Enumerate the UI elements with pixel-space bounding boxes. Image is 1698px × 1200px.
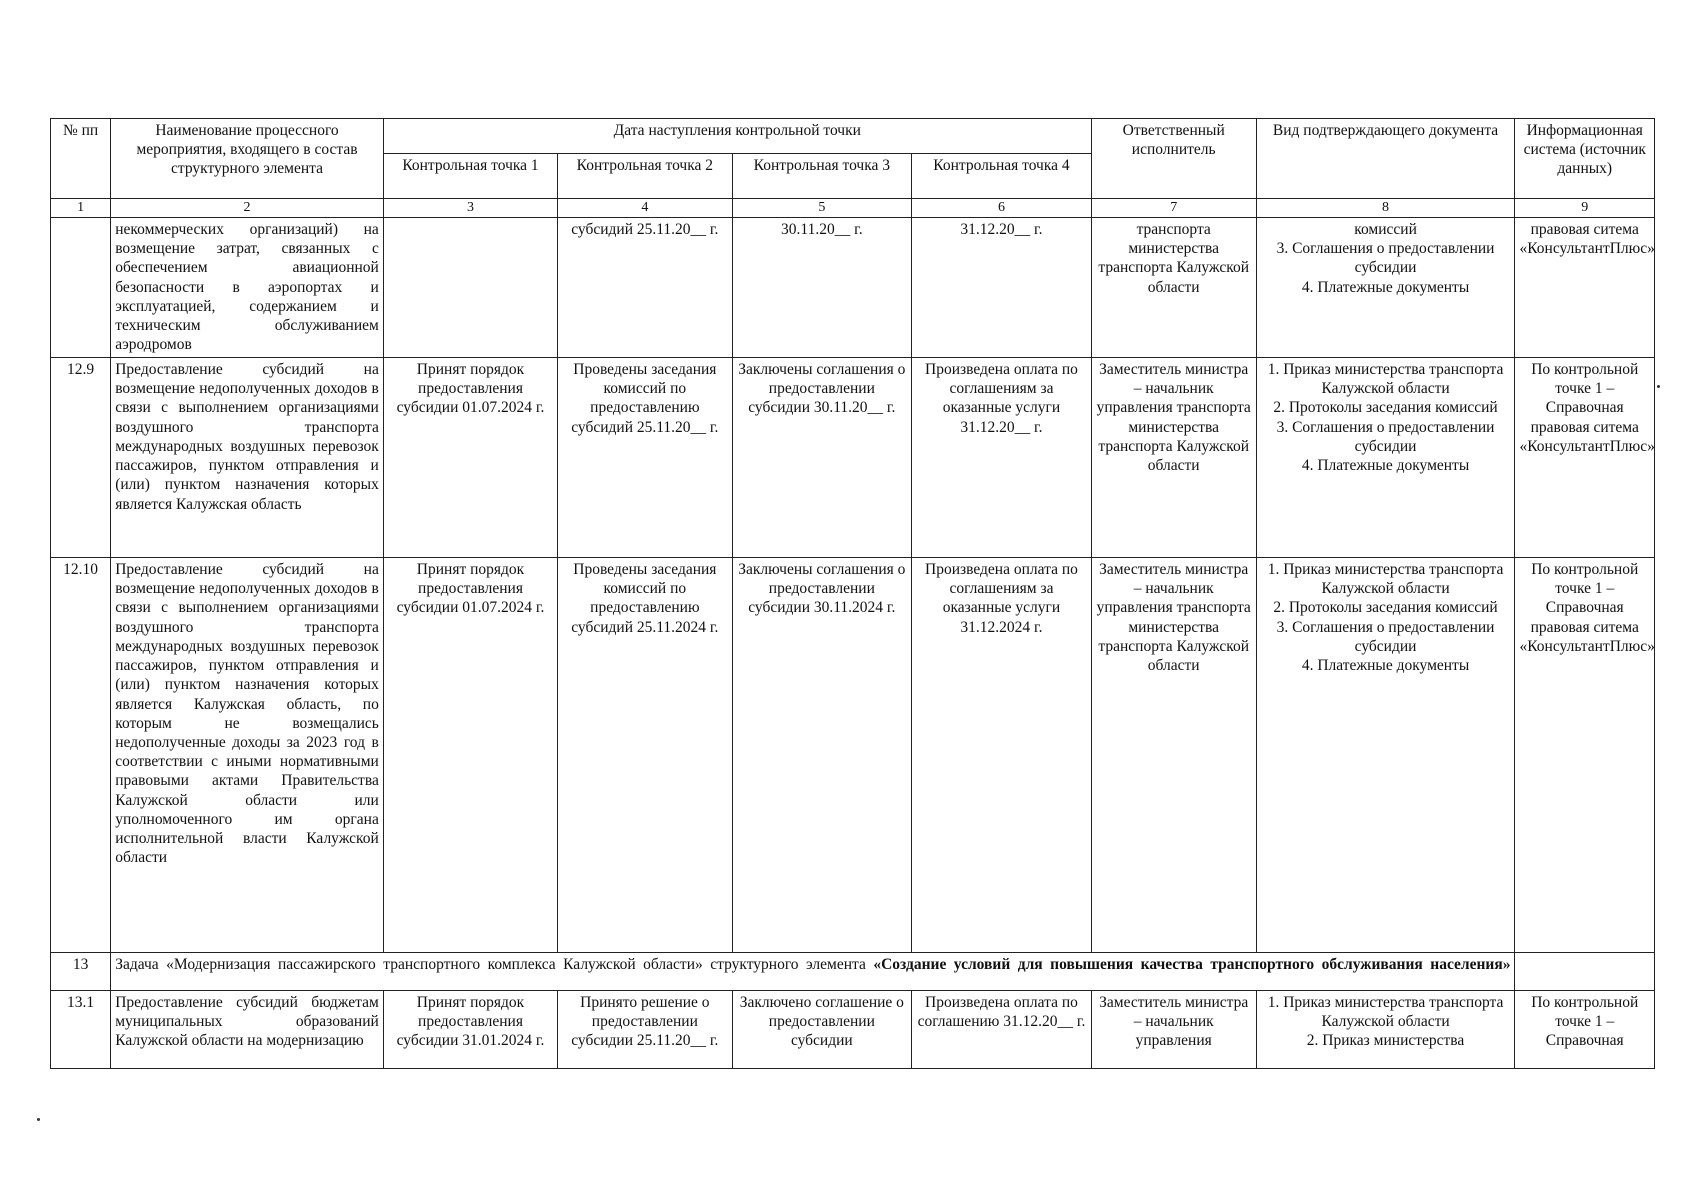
- header-document: Вид подтверждающего документа: [1256, 119, 1515, 199]
- row-responsible: транспорта министерства транспорта Калужской области: [1091, 218, 1256, 358]
- header-dates: Дата наступления контрольной точки: [383, 119, 1091, 154]
- index-cell: 8: [1256, 199, 1515, 218]
- row-cp1: Принят порядок предоставления субсидии 01.07.2024 г.: [383, 558, 557, 953]
- doc-line: 4. Платежные документы: [1301, 657, 1470, 675]
- doc-line: комиссий: [1354, 221, 1417, 238]
- doc-line: 4. Платежные документы: [1301, 457, 1470, 475]
- row-documents: [1256, 558, 1515, 953]
- table-row: [51, 991, 1655, 1069]
- doc-line: 1. Приказ министерства транспорта Калужской области: [1267, 361, 1504, 398]
- index-cell: 1: [51, 199, 111, 218]
- table-row: [51, 218, 1655, 358]
- doc-line: 2. Протоколы заседания комиссий: [1273, 599, 1498, 617]
- row-documents: [1256, 218, 1515, 358]
- row-cp4: Произведена оплата по соглашениям за оказанные услуги 31.12.2024 г.: [912, 558, 1092, 953]
- header-row-top: [51, 119, 1655, 154]
- row-cp2: Проведены заседания комиссий по предоставлению субсидий 25.11.2024 г.: [558, 558, 732, 953]
- row-info-system: правовая ситема «КонсультантПлюс»: [1515, 218, 1655, 358]
- header-cp4: Контрольная точка 4: [912, 154, 1092, 199]
- index-cell: 2: [111, 199, 384, 218]
- index-cell: 3: [383, 199, 557, 218]
- doc-line: 2. Протоколы заседания комиссий: [1273, 399, 1498, 417]
- row-cp3: Заключены соглашения о предоставлении субсидии 30.11.2024 г.: [732, 558, 912, 953]
- row-responsible: Заместитель министра – начальник управления транспорта министерства транспорта Калужской области: [1091, 558, 1256, 953]
- header-info-system: Информационная система (источник данных): [1515, 119, 1655, 199]
- doc-line: 3. Соглашения о предоставлении субсидии: [1276, 240, 1495, 277]
- header-cp1: Контрольная точка 1: [383, 154, 557, 199]
- doc-line: 3. Соглашения о предоставлении субсидии: [1276, 618, 1495, 655]
- row-name: Предоставление субсидий на возмещение недополученных доходов в связи с выполнением организациями воздушного транспорта международных воздушных перевозок пассажиров, пунктом отправления и (или) пунктом назначения которых является Калужская область, по которым не возмещались недополученные доходы за 2023 год в соответствии с иными нормативными правовыми актами Правительства Калужской области или уполномоченного им органа исполнительной власти Калужской области: [111, 558, 384, 953]
- row-num: 12.10: [51, 558, 111, 953]
- doc-line: 1. Приказ министерства транспорта Калужской области: [1267, 994, 1504, 1031]
- index-cell: 7: [1091, 199, 1256, 218]
- doc-line: 3. Соглашения о предоставлении субсидии: [1276, 418, 1495, 455]
- index-cell: 9: [1515, 199, 1655, 218]
- row-cp2: Принято решение о предоставлении субсидии 25.11.20__ г.: [558, 991, 732, 1069]
- row-cp2: Проведены заседания комиссий по предоставлению субсидий 25.11.20__ г.: [558, 358, 732, 558]
- task-empty-cell: [1515, 953, 1655, 991]
- row-info-system: По контрольной точке 1 – Справочная правовая ситема «КонсультантПлюс»: [1515, 358, 1655, 558]
- header-cp3: Контрольная точка 3: [732, 154, 912, 199]
- row-info-system: По контрольной точке 1 – Справочная: [1515, 991, 1655, 1069]
- header-cp2: Контрольная точка 2: [558, 154, 732, 199]
- task-row: [51, 953, 1655, 991]
- task-prefix: Задача «Модернизация пассажирского транспортного комплекса Калужской области» структурного элемента: [115, 956, 866, 973]
- doc-line: 2. Приказ министерства: [1306, 1032, 1465, 1050]
- index-cell: 6: [912, 199, 1092, 218]
- table-row: [51, 358, 1655, 558]
- row-cp1: Принят порядок предоставления субсидии 01.07.2024 г.: [383, 358, 557, 558]
- row-cp3: Заключено соглашение о предоставлении субсидии: [732, 991, 912, 1069]
- doc-line: 4. Платежные документы: [1301, 278, 1470, 296]
- task-num: 13: [51, 953, 111, 991]
- scan-speck: [1657, 385, 1660, 388]
- document-sheet: [50, 118, 1655, 1132]
- control-points-table: [50, 118, 1655, 1069]
- index-cell: 5: [732, 199, 912, 218]
- column-index-row: [51, 199, 1655, 218]
- row-num: 12.9: [51, 358, 111, 558]
- header-responsible: Ответственный исполнитель: [1091, 119, 1256, 199]
- header-num: № пп: [51, 119, 111, 199]
- task-bold: «Создание условий для повышения качества транспортного обслуживания населения»: [873, 956, 1511, 973]
- table-row: [51, 558, 1655, 953]
- row-documents: [1256, 991, 1515, 1069]
- row-cp4: 31.12.20__ г.: [912, 218, 1092, 358]
- row-num: 13.1: [51, 991, 111, 1069]
- row-cp1: Принят порядок предоставления субсидии 31.01.2024 г.: [383, 991, 557, 1069]
- row-num: [51, 218, 111, 358]
- row-cp4: Произведена оплата по соглашению 31.12.20__ г.: [912, 991, 1092, 1069]
- row-cp3: 30.11.20__ г.: [732, 218, 912, 358]
- row-documents: [1256, 358, 1515, 558]
- doc-line: 1. Приказ министерства транспорта Калужской области: [1267, 561, 1504, 598]
- row-name: Предоставление субсидий бюджетам муниципальных образований Калужской области на модернизацию: [111, 991, 384, 1069]
- row-cp4: Произведена оплата по соглашениям за оказанные услуги 31.12.20__ г.: [912, 358, 1092, 558]
- task-text: [111, 953, 1515, 991]
- header-name: Наименование процессного мероприятия, входящего в состав структурного элемента: [111, 119, 384, 199]
- row-cp1: [383, 218, 557, 358]
- scan-speck: [37, 1118, 40, 1121]
- row-info-system: По контрольной точке 1 – Справочная правовая ситема «КонсультантПлюс»: [1515, 558, 1655, 953]
- row-name: некоммерческих организаций) на возмещение затрат, связанных с обеспечением авиационной безопасности в аэропортах и эксплуатацией, содержанием и техническим обслуживанием аэродромов: [111, 218, 384, 358]
- row-cp3: Заключены соглашения о предоставлении субсидии 30.11.20__ г.: [732, 358, 912, 558]
- row-name: Предоставление субсидий на возмещение недополученных доходов в связи с выполнением организациями воздушного транспорта международных воздушных перевозок пассажиров, пунктом отправления и (или) пунктом назначения которых является Калужская область: [111, 358, 384, 558]
- index-cell: 4: [558, 199, 732, 218]
- row-cp2: субсидий 25.11.20__ г.: [558, 218, 732, 358]
- row-responsible: Заместитель министра – начальник управления: [1091, 991, 1256, 1069]
- row-responsible: Заместитель министра – начальник управления транспорта министерства транспорта Калужской области: [1091, 358, 1256, 558]
